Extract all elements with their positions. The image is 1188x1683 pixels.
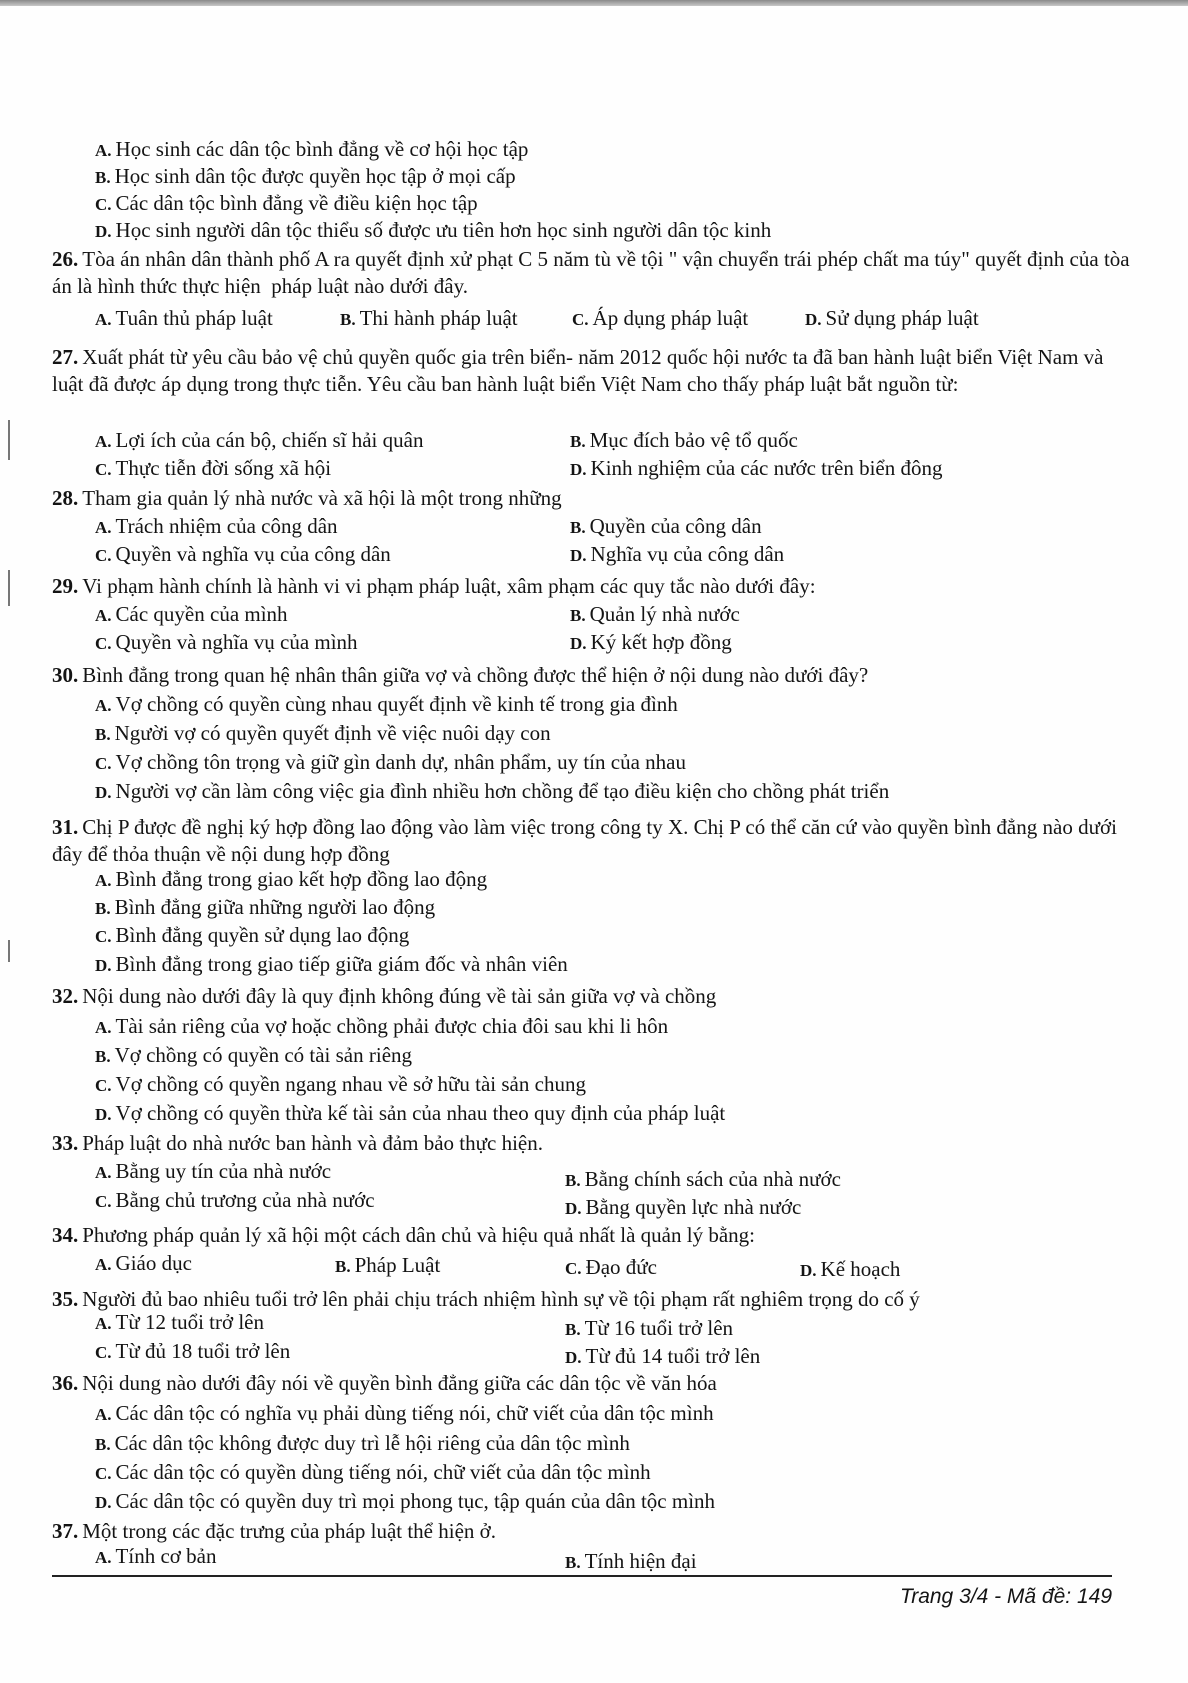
- scan-margin-mark: [8, 940, 10, 962]
- scan-margin-mark: [8, 420, 10, 460]
- footer-divider: [52, 1575, 1112, 1577]
- scan-margin-mark: [8, 570, 10, 606]
- question-37: 37. Một trong các đặc trưng của pháp luật thể hiện ở.: [52, 1519, 497, 1543]
- q34-option-a: A. Giáo dục: [95, 1251, 192, 1275]
- q34-option-c: C. Đạo đức: [565, 1255, 657, 1279]
- question-29: 29. Vi phạm hành chính là hành vi vi phạm pháp luật, xâm phạm các quy tắc nào dưới đây:: [52, 574, 816, 598]
- q35-option-d: D. Từ đủ 14 tuổi trở lên: [565, 1344, 761, 1368]
- q36-option-c: C. Các dân tộc có quyền dùng tiếng nói, chữ viết của dân tộc mình: [95, 1460, 651, 1484]
- q27-option-c: C. Thực tiễn đời sống xã hội: [95, 456, 332, 480]
- q35-option-b: B. Từ 16 tuổi trở lên: [565, 1316, 734, 1340]
- scan-top-edge: [0, 0, 1188, 6]
- question-30: 30. Bình đẳng trong quan hệ nhân thân giữa vợ và chồng được thể hiện ở nội dung nào dưới đây?: [52, 663, 869, 687]
- q33-option-b: B. Bằng chính sách của nhà nước: [565, 1167, 841, 1191]
- question-27: 27. Xuất phát từ yêu cầu bảo vệ chủ quyền quốc gia trên biển- năm 2012 quốc hội nước ta đã ban hành luật biển Việt Nam và luật đã được áp dụng trong thực tiễn. Yêu cầu ban hành luật biển Việt Nam cho thấy pháp luật bắt nguồn từ:: [52, 345, 1109, 396]
- q28-option-b: B. Quyền của công dân: [570, 514, 762, 538]
- q36-option-a: A. Các dân tộc có nghĩa vụ phải dùng tiếng nói, chữ viết của dân tộc mình: [95, 1401, 714, 1425]
- q37-option-a: A. Tính cơ bản: [95, 1544, 217, 1568]
- q34-option-d: D. Kế hoạch: [800, 1257, 901, 1281]
- question-32: 32. Nội dung nào dưới đây là quy định không đúng về tài sản giữa vợ và chồng: [52, 984, 717, 1008]
- q30-option-c: C. Vợ chồng tôn trọng và giữ gìn danh dự, nhân phẩm, uy tín của nhau: [95, 750, 686, 774]
- q36-option-d: D. Các dân tộc có quyền duy trì mọi phong tục, tập quán của dân tộc mình: [95, 1489, 716, 1513]
- q33-option-a: A. Bằng uy tín của nhà nước: [95, 1159, 332, 1183]
- q35-option-a: A. Từ 12 tuổi trở lên: [95, 1310, 264, 1334]
- prev-option-a: A. Học sinh các dân tộc bình đẳng về cơ hội học tập: [95, 137, 529, 161]
- q27-option-a: A. Lợi ích của cán bộ, chiến sĩ hải quân: [95, 428, 424, 452]
- question-35: 35. Người đủ bao nhiêu tuổi trở lên phải chịu trách nhiệm hình sự về tội phạm rất nghiêm trọng do cố ý: [52, 1287, 920, 1311]
- q29-option-c: C. Quyền và nghĩa vụ của mình: [95, 630, 358, 654]
- q33-option-d: D. Bằng quyền lực nhà nước: [565, 1195, 802, 1219]
- q26-option-d: D. Sử dụng pháp luật: [805, 306, 979, 330]
- question-34: 34. Phương pháp quản lý xã hội một cách dân chủ và hiệu quả nhất là quản lý bằng:: [52, 1223, 755, 1247]
- q32-option-a: A. Tài sản riêng của vợ hoặc chồng phải được chia đôi sau khi li hôn: [95, 1014, 669, 1038]
- q37-option-b: B. Tính hiện đại: [565, 1549, 697, 1573]
- q28-option-a: A. Trách nhiệm của công dân: [95, 514, 338, 538]
- q27-option-d: D. Kinh nghiệm của các nước trên biển đông: [570, 456, 943, 480]
- q31-option-b: B. Bình đẳng giữa những người lao động: [95, 895, 436, 919]
- q30-option-a: A. Vợ chồng có quyền cùng nhau quyết định về kinh tế trong gia đình: [95, 692, 678, 716]
- q26-option-b: B. Thi hành pháp luật: [340, 306, 518, 330]
- q31-option-a: A. Bình đẳng trong giao kết hợp đồng lao động: [95, 867, 488, 891]
- question-31: 31. Chị P được đề nghị ký hợp đồng lao động vào làm việc trong công ty X. Chị P có thể căn cứ vào quyền bình đẳng nào dưới đây để thỏa thuận về nội dung hợp đồng: [52, 815, 1123, 866]
- q32-option-c: C. Vợ chồng có quyền ngang nhau về sở hữu tài sản chung: [95, 1072, 586, 1096]
- q35-option-c: C. Từ đủ 18 tuổi trở lên: [95, 1339, 291, 1363]
- q32-option-b: B. Vợ chồng có quyền có tài sản riêng: [95, 1043, 413, 1067]
- question-36: 36. Nội dung nào dưới đây nói về quyền bình đẳng giữa các dân tộc về văn hóa: [52, 1371, 717, 1395]
- q29-option-d: D. Ký kết hợp đồng: [570, 630, 732, 654]
- q31-option-c: C. Bình đẳng quyền sử dụng lao động: [95, 923, 410, 947]
- question-26: 26. Tòa án nhân dân thành phố A ra quyết định xử phạt C 5 năm tù về tội " vận chuyển trái phép chất ma túy" quyết định của tòa án là hình thức thực hiện pháp luật nào dưới đây.: [52, 247, 1135, 298]
- q26-option-a: A. Tuân thủ pháp luật: [95, 306, 273, 330]
- page-footer: Trang 3/4 - Mã đề: 149: [899, 1585, 1112, 1608]
- q30-option-b: B. Người vợ có quyền quyết định về việc nuôi dạy con: [95, 721, 551, 745]
- q30-option-d: D. Người vợ cần làm công việc gia đình nhiều hơn chồng để tạo điều kiện cho chồng phát triển: [95, 779, 890, 803]
- q28-option-c: C. Quyền và nghĩa vụ của công dân: [95, 542, 391, 566]
- q31-option-d: D. Bình đẳng trong giao tiếp giữa giám đốc và nhân viên: [95, 952, 568, 976]
- prev-option-d: D. Học sinh người dân tộc thiểu số được ưu tiên hơn học sinh người dân tộc kinh: [95, 218, 772, 242]
- q26-option-c: C. Áp dụng pháp luật: [572, 306, 749, 330]
- q28-option-d: D. Nghĩa vụ của công dân: [570, 542, 785, 566]
- question-28: 28. Tham gia quản lý nhà nước và xã hội là một trong những: [52, 486, 562, 510]
- q33-option-c: C. Bằng chủ trương của nhà nước: [95, 1188, 375, 1212]
- q36-option-b: B. Các dân tộc không được duy trì lễ hội riêng của dân tộc mình: [95, 1431, 630, 1455]
- q27-option-b: B. Mục đích bảo vệ tổ quốc: [570, 428, 798, 452]
- prev-option-c: C. Các dân tộc bình đẳng về điều kiện học tập: [95, 191, 478, 215]
- q29-option-b: B. Quản lý nhà nước: [570, 602, 740, 626]
- q34-option-b: B. Pháp Luật: [335, 1253, 441, 1277]
- q32-option-d: D. Vợ chồng có quyền thừa kế tài sản của nhau theo quy định của pháp luật: [95, 1101, 726, 1125]
- q29-option-a: A. Các quyền của mình: [95, 602, 288, 626]
- prev-option-b: B. Học sinh dân tộc được quyền học tập ở mọi cấp: [95, 164, 516, 188]
- question-33: 33. Pháp luật do nhà nước ban hành và đảm bảo thực hiện.: [52, 1131, 543, 1155]
